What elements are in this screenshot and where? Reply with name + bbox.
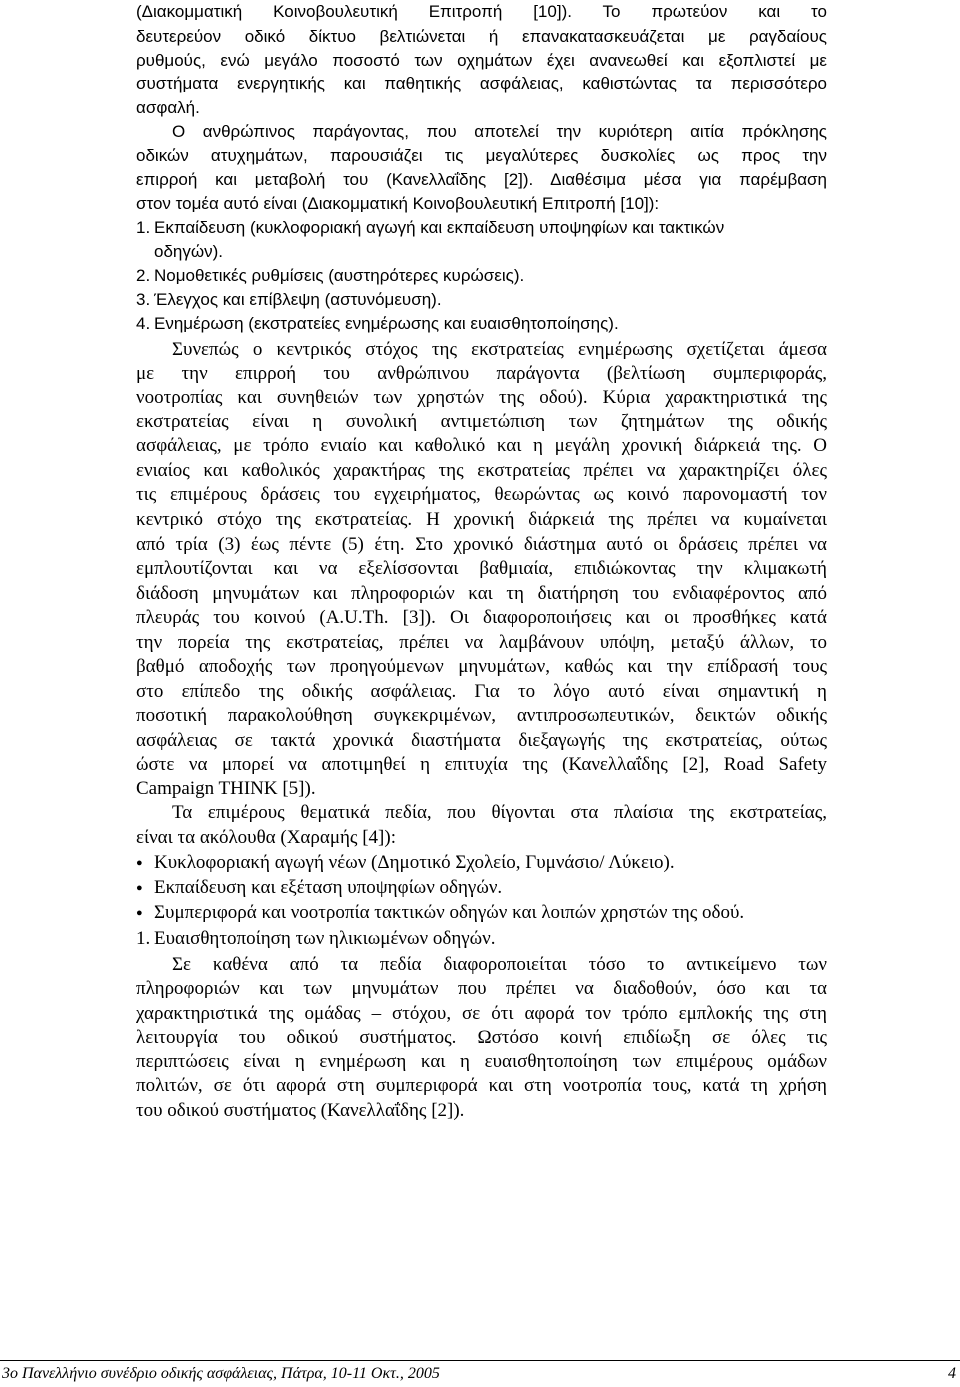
list-item bbox=[136, 264, 827, 287]
text-line: του οδικού συστήματος (Κανελλαΐδης [2]). bbox=[136, 1100, 465, 1121]
bullet-item bbox=[136, 876, 827, 899]
list-item-text: Ευαισθητοποίηση των ηλικιωμένων οδηγών. bbox=[154, 928, 496, 949]
text-line: επιρροή και μεταβολή του (Κανελλαΐδης [2]). Διαθέσιμα μέσα για παρέμβαση bbox=[136, 170, 827, 189]
text-line: Σε καθένα από τα πεδία διαφοροποιείται τόσο το αντικείμενο των bbox=[172, 954, 827, 975]
text-line: εκστρατείας είναι η συνολική αντιμετώπιση των ζητημάτων της οδικής bbox=[136, 411, 827, 432]
text-line: στο επίπεδο της οδικής ασφάλειας. Για το λόγο αυτό είναι σημαντική η bbox=[136, 681, 827, 702]
text-line: ασφαλή. bbox=[136, 98, 200, 117]
text-line: με την επιρροή του ανθρώπινου παράγοντα (βελτίωση συμπεριφοράς, bbox=[136, 363, 827, 384]
bullet-text: Συμπεριφορά και νοοτροπία τακτικών οδηγών και λοιπών χρηστών της οδού. bbox=[154, 902, 745, 923]
text-line: διάδοση μηνυμάτων και πληροφοριών και τη διατήρηση του ενδιαφέροντος από bbox=[136, 583, 827, 604]
text-line: στον τομέα αυτό είναι (Διακομματική Κοινοβουλευτική Επιτροπή [10]): bbox=[136, 194, 660, 213]
text-line: Τα επιμέρους θεματικά πεδία, που θίγονται στα πλαίσια της εκστρατείας, bbox=[172, 802, 827, 823]
text-line: νοοτροπίας και συνηθειών των χρηστών της οδού). Κύρια χαρακτηριστικά της bbox=[136, 387, 827, 408]
text-line: ποσοτική παρακολούθηση συγκεκριμένων, αντιπροσωπευτικών, δεικτών οδικής bbox=[136, 705, 827, 726]
list-number: 1. bbox=[136, 218, 151, 237]
text-line: ενιαίος και καθολικός χαρακτήρας της εκστρατείας πρέπει να χαρακτηρίζει όλες bbox=[136, 460, 827, 481]
text-line: ρυθμούς, ενώ μεγάλο ποσοστό των οχημάτων έχει ανανεωθεί και εξοπλιστεί με bbox=[136, 51, 827, 70]
text-line: την πορεία της εκστρατείας, πρέπει να λαμβάνουν υπόψη, μεταξύ άλλων, το bbox=[136, 632, 827, 653]
text-line: συστήματα ενεργητικής και παθητικής ασφάλειας, καθιστώντας τα περισσότερο bbox=[136, 74, 827, 93]
list-item-text: Νομοθετικές ρυθμίσεις (αυστηρότερες κυρώσεις). bbox=[154, 266, 525, 285]
list-item-continuation: οδηγών). bbox=[154, 242, 224, 261]
list-item bbox=[136, 312, 827, 335]
list-item-text: Έλεγχος και επίβλεψη (αστυνόμευση). bbox=[154, 290, 442, 309]
bullet-item bbox=[136, 851, 827, 874]
text-line: χαρακτηριστικά της ομάδας – στόχου, σε ότι αφορά τον τρόπο εμπλοκής της στη bbox=[136, 1003, 827, 1024]
text-line: Campaign THINK [5]). bbox=[136, 778, 316, 799]
bullet-icon: ● bbox=[136, 907, 143, 919]
list-item bbox=[136, 216, 827, 239]
text-line: δευτερεύον οδικό δίκτυο βελτιώνεται ή επανακατασκευάζεται με ραγδαίους bbox=[136, 27, 827, 46]
footer-conference: 3ο Πανελλήνιο συνέδριο οδικής ασφάλειας, Πάτρα, 10-11 Οκτ., 2005 bbox=[2, 1365, 440, 1382]
text-line: πολιτών, σε ότι αφορά στη συμπεριφορά και στη νοοτροπία τους, κατά τη χρήση bbox=[136, 1075, 827, 1096]
page-number: 4 bbox=[948, 1365, 956, 1382]
text-line: Συνεπώς ο κεντρικός στόχος της εκστρατείας ενημέρωσης σχετίζεται άμεσα bbox=[172, 339, 827, 360]
text-line: ασφάλειας σε τακτά χρονικά διαστήματα διεξαγωγής της εκστρατείας, ούτως bbox=[136, 730, 827, 751]
list-number: 2. bbox=[136, 266, 151, 285]
bullet-text: Κυκλοφοριακή αγωγή νέων (Δημοτικό Σχολείο, Γυμνάσιο/ Λύκειο). bbox=[154, 852, 675, 873]
text-line: (Διακομματική Κοινοβουλευτική Επιτροπή [10]). Το πρωτεύον και το bbox=[136, 2, 827, 21]
footer-rule bbox=[0, 1360, 960, 1361]
text-line: ασφάλειας, με τρόπο ενιαίο και καθολικό και η μεγάλη χρονική διάρκειά της. Ο bbox=[136, 435, 827, 456]
text-line: είναι τα ακόλουθα (Χαραμής [4]): bbox=[136, 827, 396, 848]
list-number: 3. bbox=[136, 290, 151, 309]
list-number: 4. bbox=[136, 314, 151, 333]
list-item bbox=[136, 927, 827, 950]
list-item-text: Εκπαίδευση (κυκλοφοριακή αγωγή και εκπαίδευση υποψηφίων και τακτικών bbox=[154, 218, 725, 237]
text-line: περιπτώσεις είναι η ενημέρωση και η ευαισθητοποίηση των επιμέρους ομάδων bbox=[136, 1051, 827, 1072]
text-line: κεντρικό στόχο της εκστρατείας. Η χρονική διάρκειά της πρέπει να κυμαίνεται bbox=[136, 509, 827, 530]
text-line: πληροφοριών και των μηνυμάτων που πρέπει να διαδοθούν, όσο και τα bbox=[136, 978, 827, 999]
text-line: οδικών ατυχημάτων, παρουσιάζει τις μεγαλύτερες δυσκολίες ως προς την bbox=[136, 146, 827, 165]
text-line: ώστε να μπορεί να αποτιμηθεί η επιτυχία της (Κανελλαΐδης [2], Road Safety bbox=[136, 754, 827, 775]
list-item bbox=[136, 288, 827, 311]
text-line: πλευράς του κοινού (A.U.Th. [3]). Οι διαφοροποιήσεις και οι προσθήκες κατά bbox=[136, 607, 827, 628]
bullet-icon: ● bbox=[136, 882, 143, 894]
text-line: εμπλουτίζονται και να εξελίσσονται βαθμιαία, επιδιώκοντας την κλιμακωτή bbox=[136, 558, 827, 579]
list-number: 1. bbox=[136, 928, 151, 949]
text-line: λειτουργία του οδικού συστήματος. Ωστόσο κοινή επιδίωξη σε όλες τις bbox=[136, 1027, 827, 1048]
list-item-text: Ενημέρωση (εκστρατείες ενημέρωσης και ευαισθητοποίησης). bbox=[154, 314, 619, 333]
text-line: από τρία (3) έως πέντε (5) έτη. Στο χρονικό διάστημα αυτό οι δράσεις πρέπει να bbox=[136, 534, 827, 555]
text-line: Ο ανθρώπινος παράγοντας, που αποτελεί την κυριότερη αιτία πρόκλησης bbox=[172, 122, 827, 141]
text-line: τις επιμέρους δράσεις του εγχειρήματος, θεωρώντας ως κοινό παρονομαστή τον bbox=[136, 484, 827, 505]
bullet-item bbox=[136, 901, 827, 924]
bullet-text: Εκπαίδευση και εξέταση υποψηφίων οδηγών. bbox=[154, 877, 503, 898]
text-line: βαθμό αποδοχής των προηγούμενων μηνυμάτων, καθώς και την επίδρασή τους bbox=[136, 656, 827, 677]
bullet-icon: ● bbox=[136, 857, 143, 869]
